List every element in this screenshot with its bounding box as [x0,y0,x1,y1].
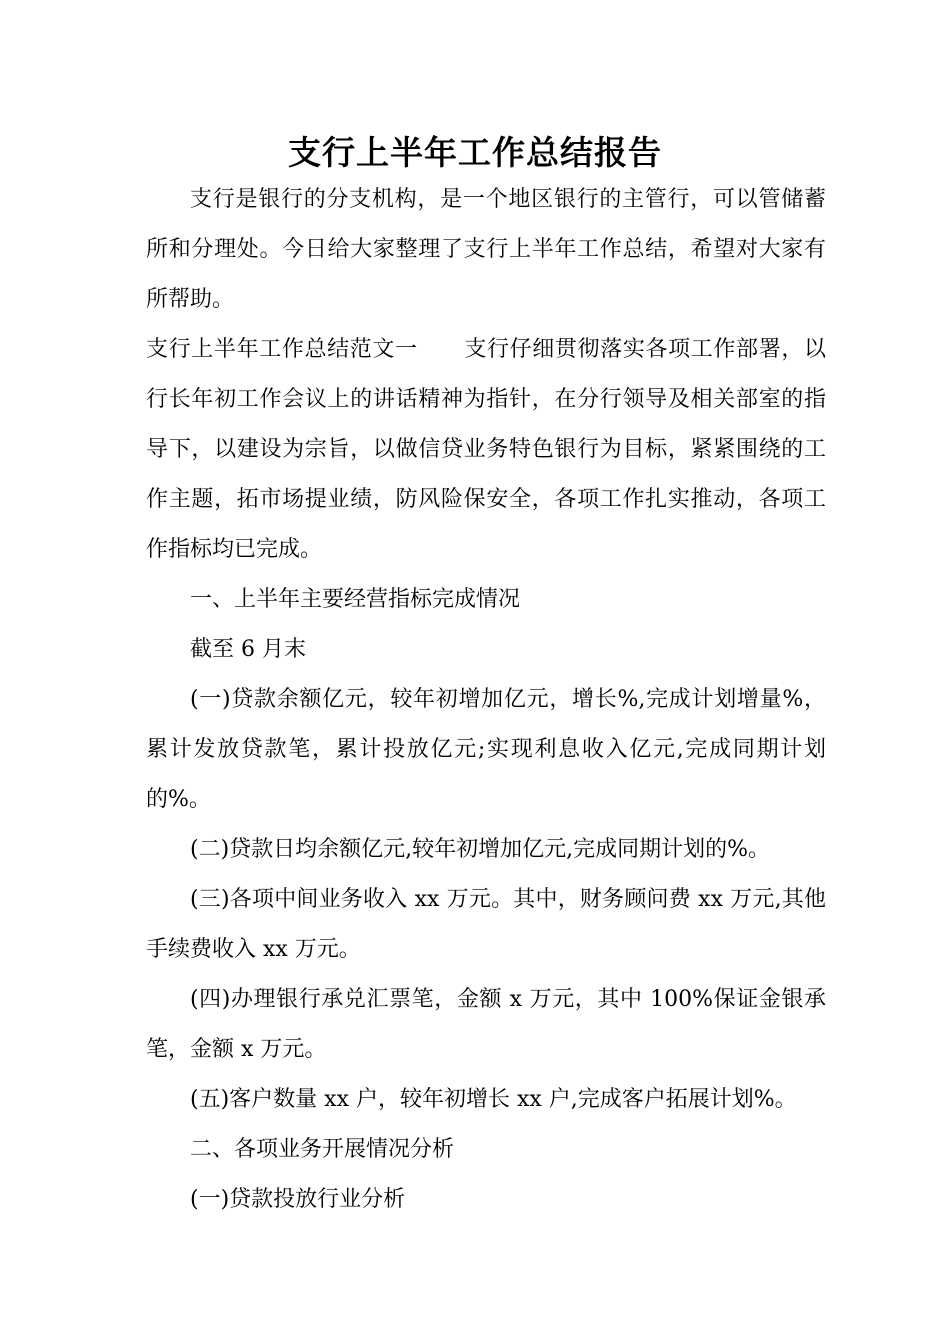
indicator-item-1: (一)贷款余额亿元，较年初增加亿元，增长%,完成计划增量%，累计发放贷款笔，累计投放亿元;实现利息收入亿元,完成同期计划的%。 [146,687,826,812]
sample-opening-text: 支行仔细贯彻落实各项工作部署，以行长年初工作会议上的讲话精神为指针，在分行领导及相关部室的指导下，以建设为宗旨，以做信贷业务特色银行为目标，紧紧围绕的工作主题，拓市场提业绩，防风险保安全，各项工作扎实推动，各项工作指标均已完成。 [146,337,826,562]
document-title: 支行上半年工作总结报告 [288,133,662,172]
indicator-item-3: (三)各项中间业务收入 xx 万元。其中，财务顾问费 xx 万元,其他手续费收入 xx 万元。 [146,887,826,962]
document-body [146,175,826,1225]
section2-heading: 二、各项业务开展情况分析 [190,1137,455,1162]
indicator-item-4: (四)办理银行承兑汇票笔，金额 x 万元，其中 100%保证金银承笔，金额 x 万元。 [146,987,826,1062]
indicator-item-5: (五)客户数量 xx 户，较年初增长 xx 户,完成客户拓展计划%。 [190,1087,797,1112]
section1-heading: 一、上半年主要经营指标完成情况 [190,587,521,612]
sample-heading: 支行上半年工作总结范文一 [146,337,418,362]
intro-paragraph: 支行是银行的分支机构，是一个地区银行的主管行，可以管储蓄所和分理处。今日给大家整理了支行上半年工作总结，希望对大家有所帮助。 [146,187,826,312]
section2-item-1: (一)贷款投放行业分析 [190,1187,406,1212]
sample-paragraph [146,325,826,575]
indicator-item-2: (二)贷款日均余额亿元,较年初增加亿元,完成同期计划的%。 [190,837,771,862]
as-of-line: 截至 6 月末 [190,637,306,662]
